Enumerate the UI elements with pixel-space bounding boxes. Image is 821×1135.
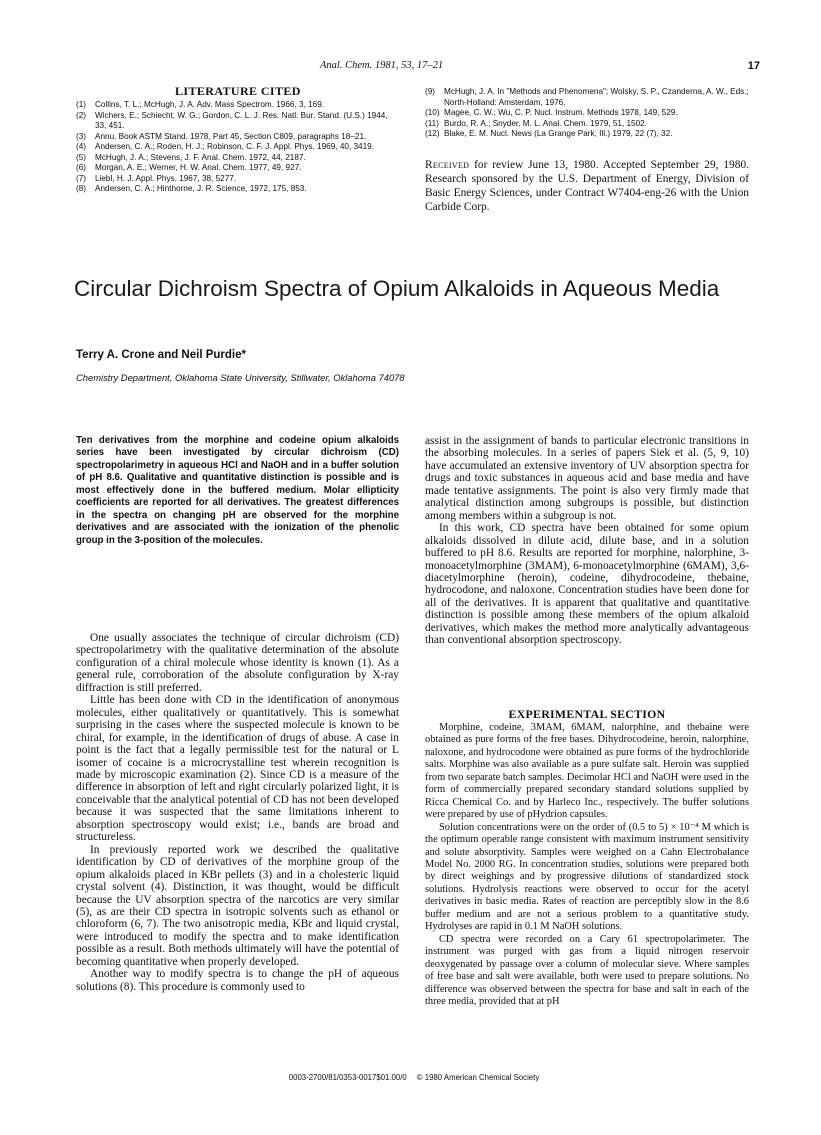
- reference-item: [76, 174, 398, 185]
- reference-text: Burdo, R. A.; Snyder, M. L. Anal. Chem. 1979, 51, 1502.: [444, 118, 647, 128]
- reference-item: [425, 87, 755, 108]
- page-footer: [76, 1073, 752, 1082]
- abstract: Ten derivatives from the morphine and codeine opium alkaloids series have been investigated by circular dichroism (CD) spectropolarimetry in aqueous HCl and NaOH and in a buffer solution of pH 8.6. Qualitative and quantitative distinction is possible and is most effectively done in the buffered medium. Molar ellipticity coefficients are reported for all derivatives. The greatest differences in the spectra on changing pH are observed for the morphine derivatives and are associated with the ionization of the phenolic group in the 3-position of the molecules.: [76, 435, 399, 546]
- reference-item: [76, 163, 398, 174]
- experimental-section-heading: EXPERIMENTAL SECTION: [508, 707, 666, 721]
- paragraph: In this work, CD spectra have been obtained for some opium alkaloids dissolved in dilute acid, dilute base, and in a solution buffered to pH 8.6. Results are reported for morphine, nalorphine, 3-monoacetylmorphine (3MAM), 6-monoacetylmorphine (6MAM), 3,6-diacetylmorphine (heroin), codeine, dihydrocodeine, thebaine, hydrocodone, and naloxone. Concentration studies have been done for all of the derivatives. It is apparent that qualitative and quantitative distinction is possible among these members of the opium alkaloid derivatives, which makes the method more analytically advantageous than conventional absorption spectroscopy.: [425, 522, 749, 647]
- reference-number: (6): [76, 163, 87, 172]
- reference-text: Magee, C. W.; Wu, C. P. Nucl. Instrum. Methods 1978, 149, 529.: [444, 108, 678, 117]
- paragraph: One usually associates the technique of circular dichroism (CD) spectropolarimetry with the qualitative determination of the absolute configuration of a chiral molecule whose identity is known (1). As a general rule, corroboration of the absolute configuration by X-ray diffraction is still preferred.: [76, 632, 399, 694]
- reference-number: (5): [76, 152, 87, 162]
- reference-number: (9): [425, 87, 436, 96]
- reference-number: (12): [425, 129, 440, 138]
- reference-text: Liebl, H. J. Appl. Phys. 1967, 38, 5277.: [95, 173, 237, 183]
- reference-text: Collins, T. L.; McHugh, J. A. Adv. Mass Spectrom. 1966, 3, 169.: [95, 100, 325, 109]
- reference-number: (7): [76, 173, 87, 183]
- reference-number: (1): [76, 100, 87, 109]
- affiliation: Chemistry Department, Oklahoma State University, Stillwater, Oklahoma 74078: [76, 372, 405, 383]
- received-note: [425, 158, 749, 214]
- reference-list-left: [76, 100, 398, 195]
- received-text: for review June 13, 1980. Accepted September 29, 1980. Research sponsored by the U.S. Department of Energy, Division of Basic Energy Sciences, under Contract W7404-eng-26 with the Union Carbide Corp.: [425, 159, 749, 213]
- article-title: Circular Dichroism Spectra of Opium Alkaloids in Aqueous Media: [74, 276, 720, 301]
- reference-item: [76, 132, 398, 143]
- reference-text: Andersen, C. A.; Roden, H. J.; Robinson, C. F. J. Appl. Phys. 1969, 40, 3419.: [95, 142, 374, 151]
- reference-item: [76, 142, 398, 153]
- paragraph: CD spectra were recorded on a Cary 61 spectropolarimeter. The instrument was purged with gas from a liquid nitrogen reservoir deoxygenated by passage over a column of molecular sieve. Where samples of free base and salt were available, both were used to prepare solutions. No difference was observed between the spectra for base and salt in each of the three media, provided that at pH: [425, 933, 749, 1007]
- page-number: 17: [747, 60, 760, 72]
- reference-text: McHugh, J. A. In "Methods and Phenomena"; Wolsky, S. P., Czanderna, A. W., Eds.; North-Holland: Amsterdam, 1976.: [444, 87, 749, 107]
- reference-number: (11): [425, 118, 439, 128]
- reference-text: Morgan, A. E.; Werner, H. W. Anal. Chem. 1977, 49, 927.: [95, 163, 302, 172]
- right-column-top: [425, 435, 749, 647]
- paragraph: assist in the assignment of bands to particular electronic transitions in the absorbing molecules. In a series of papers Siek et al. (5, 9, 10) have accumulated an extensive inventory of UV absorption spectra for drugs and toxic substances in aqueous acid and base media and have made tentative assignments. The point is also very firmly made that analytical distinction among subgroups is possible, but distinction among members within a subgroup is not.: [425, 435, 749, 522]
- reference-text: Andersen, C. A.; Hinthorne, J. R. Science, 1972, 175, 853.: [95, 184, 307, 193]
- reference-item: [76, 184, 398, 195]
- paragraph: Morphine, codeine, 3MAM, 6MAM, nalorphine, and thebaine were obtained as pure forms of the free bases. Dihydrocodeine, heroin, nalorphine, naloxone, and hydrocodone were obtained as pure forms of the hydrochloride salts. Morphine was also available as a pure sulfate salt. Heroin was supplied from two separate batch samples. Decimolar HCl and NaOH were used in the form of commercially prepared secondary standard solutions supplied by Ricca Chemical Co. and by Harleco Inc., respectively. The buffer solutions were prepared by use of pHydrion capsules.: [425, 722, 749, 821]
- paragraph: Another way to modify spectra is to change the pH of aqueous solutions (8). This procedure is commonly used to: [76, 968, 399, 993]
- authors: Terry A. Crone and Neil Purdie*: [76, 349, 246, 361]
- reference-text: Blake, E. M. Nucl. News (La Grange Park, Ill.) 1979, 22 (7), 32.: [444, 129, 673, 138]
- paragraph: Solution concentrations were on the order of (0.5 to 5) × 10⁻⁴ M which is the optimum operable range consistent with maximum instrument sensitivity and solute absorptivity. Samples were weighed on a Cahn Electrobalance Model No. 2000 RG. In concentration studies, solutions were prepared both by direct weighings and by progressive dilutions of standardized stock solutions. Hydrolysis reactions were observed to occur for the acetyl derivatives in basic media. Rates of reaction are perceptibly slow in the 8.6 buffer medium and are not a serious problem to a quantitative study. Hydrolyses are rapid in 0.1 M NaOH solutions.: [425, 821, 749, 933]
- journal-citation: Anal. Chem. 1981, 53, 17–21: [320, 60, 444, 71]
- intro-left-column: [76, 632, 399, 993]
- reference-list-right: [425, 87, 755, 140]
- reference-number: (4): [76, 142, 87, 151]
- article-code: 0003-2700/81/0353-0017$01.00/0: [288, 1073, 407, 1082]
- paragraph: In previously reported work we described the qualitative identification by CD of derivatives of the morphine group of the opium alkaloids placed in KBr pellets (3) and in a cholesteric liquid crystal solvent (4). Distinction, it was thought, would be difficult because the UV absorption spectra of the narcotics are very similar (5), as are their CD spectra in isotropic solvents such as ethanol or chloroform (6, 7). The two anisotropic media, KBr and liquid crystal, were introduced to modify the spectra and to make identification possible as a result. Both methods ultimately will have the potential of becoming quantitative when properly developed.: [76, 843, 399, 968]
- experimental-section-body: [425, 722, 749, 1008]
- reference-item: [76, 100, 398, 111]
- reference-item: [76, 153, 398, 164]
- reference-number: (2): [76, 110, 87, 120]
- literature-cited-heading: LITERATURE CITED: [175, 84, 301, 98]
- reference-text: Annu. Book ASTM Stand. 1978, Part 45, Section C809, paragraphs 18–21.: [95, 131, 367, 141]
- reference-item: [425, 108, 755, 119]
- reference-number: (3): [76, 131, 87, 141]
- reference-item: [425, 129, 755, 140]
- received-lead: Received: [425, 159, 470, 171]
- reference-text: Wichers, E.; Schiecht, W. G.; Gordon, C. L. J. Res. Natl. Bur. Stand. (U.S.) 1944, 33, 451.: [95, 110, 388, 130]
- reference-number: (8): [76, 184, 87, 193]
- reference-number: (10): [425, 108, 440, 117]
- reference-item: [76, 111, 398, 132]
- reference-item: [425, 119, 755, 130]
- paragraph: Little has been done with CD in the identification of anonymous molecules, either qualitatively or quantitatively. This is somewhat surprising in the cases where the suspected molecule is known to be chiral, for example, in the identification of drugs of abuse. A case in point is the fact that a legally permissible test for the natural or L isomer of cocaine is a microcrystalline test wherein recognition is made by microscopic examination (2). Since CD is a measure of the difference in absorption of left and right circularly polarized light, it is conceivable that the analytical potential of CD has not been developed because it was suspected that the same limitations inherent to absorption spectroscopy would exist; i.e., bands are broad and structureless.: [76, 694, 399, 844]
- reference-text: McHugh, J. A.; Stevens, J. F. Anal. Chem. 1972, 44, 2187.: [95, 152, 306, 162]
- copyright: © 1980 American Chemical Society: [416, 1073, 540, 1082]
